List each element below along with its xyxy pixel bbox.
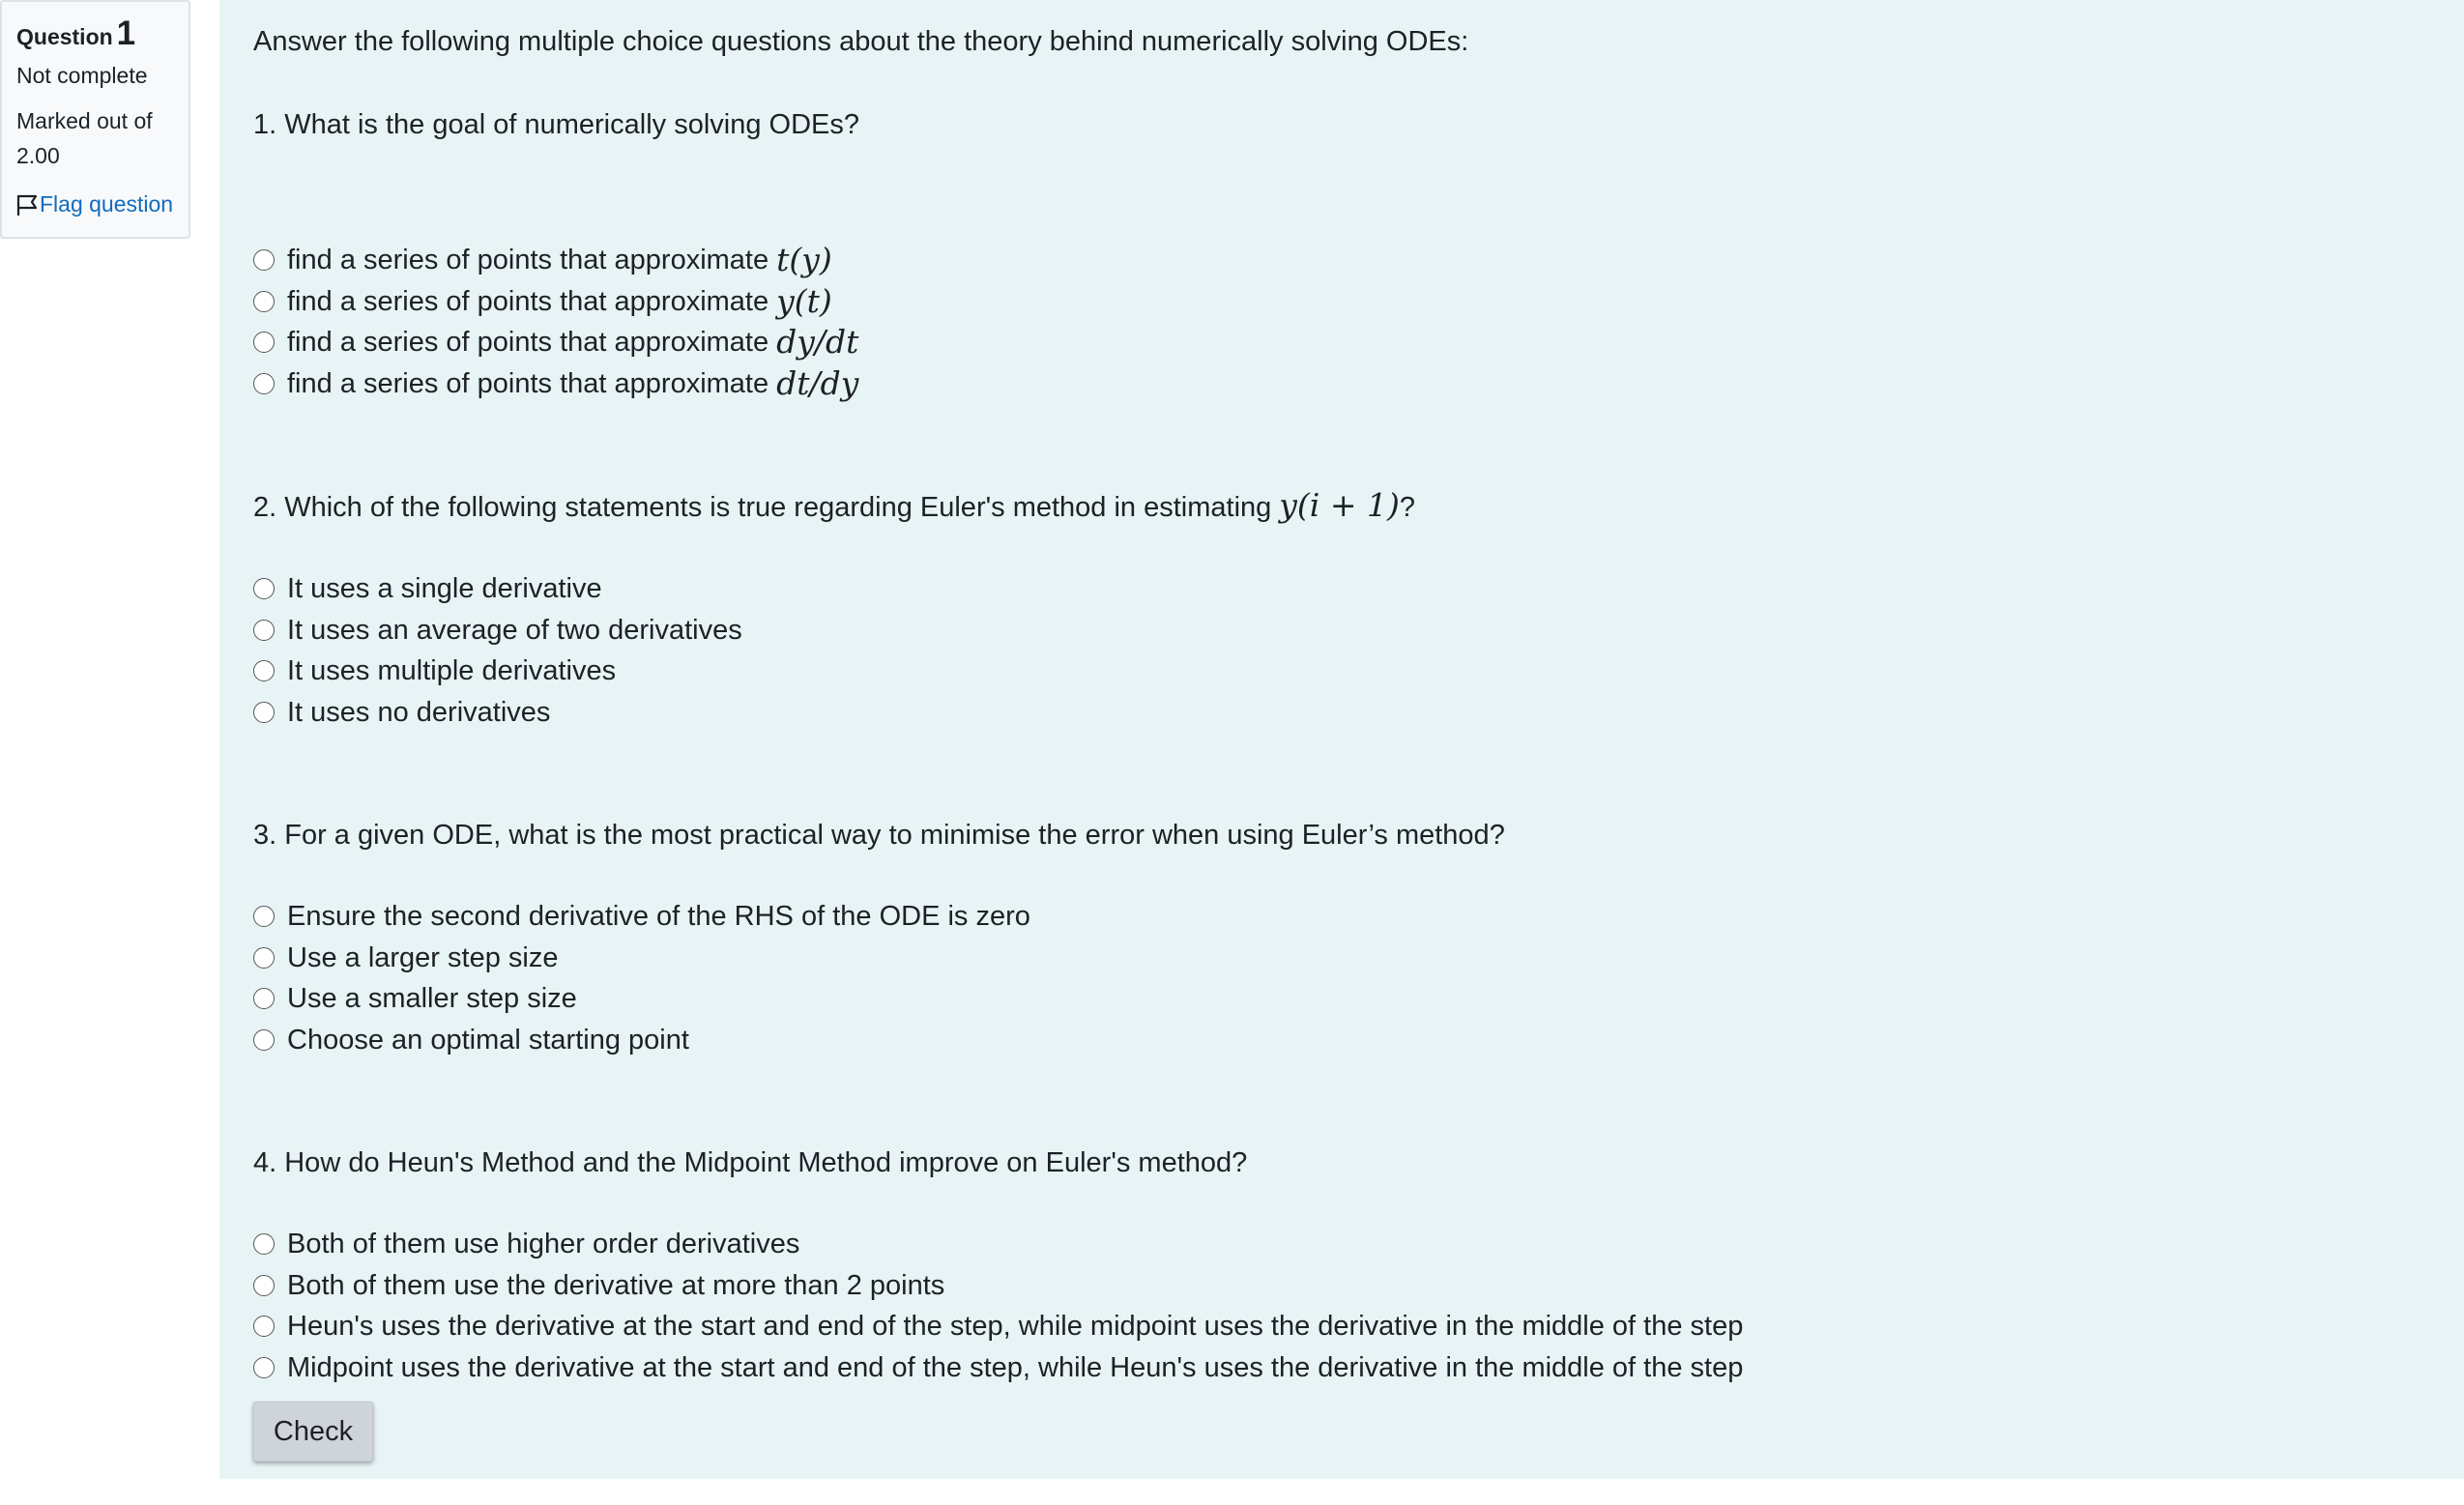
question-prompt-4: 4. How do Heun's Method and the Midpoint Method improve on Euler's method?: [253, 1147, 1248, 1178]
answer-option[interactable]: [253, 1306, 2430, 1347]
answer-text: find a series of points that approximate: [287, 245, 769, 276]
answer-text: find a series of points that approximate: [287, 327, 769, 359]
math-expression: dt/dy: [776, 363, 859, 402]
answer-option[interactable]: [253, 978, 2430, 1020]
flag-question-label: Flag question: [40, 191, 174, 217]
answer-option[interactable]: [253, 322, 2430, 363]
question-block-4: [253, 1143, 2430, 1388]
radio-button[interactable]: [253, 291, 275, 312]
radio-button[interactable]: [253, 906, 275, 927]
question-state: Not complete: [16, 63, 148, 88]
answer-text: Use a smaller step size: [287, 983, 577, 1015]
answer-option[interactable]: [253, 1265, 2430, 1307]
answer-text: It uses a single derivative: [287, 573, 602, 605]
answer-list-3: [253, 896, 2430, 1060]
answer-option[interactable]: [253, 1020, 2430, 1061]
answer-text: Both of them use higher order derivatives: [287, 1229, 800, 1260]
prompt-text: 2. Which of the following statements is true regarding Euler's method in estimating: [253, 492, 1272, 523]
radio-button[interactable]: [253, 1029, 275, 1051]
answer-option[interactable]: [253, 896, 2430, 938]
math-expression: y(t): [776, 281, 832, 320]
flag-icon: [16, 191, 38, 226]
answer-option[interactable]: [253, 938, 2430, 979]
radio-button[interactable]: [253, 1233, 275, 1255]
radio-button[interactable]: [253, 660, 275, 681]
answer-option[interactable]: [253, 281, 2430, 323]
question-number: 1: [116, 14, 136, 52]
question-prompt-3: 3. For a given ODE, what is the most practical way to minimise the error when using Euler’s method?: [253, 820, 1505, 851]
question-block-3: [253, 815, 2430, 1060]
prompt-suffix: ?: [1399, 492, 1415, 523]
answer-text: Heun's uses the derivative at the start and end of the step, while midpoint uses the derivative in the middle of the step: [287, 1311, 1744, 1343]
answer-option[interactable]: [253, 1224, 2430, 1265]
answer-option[interactable]: [253, 610, 2430, 651]
radio-button[interactable]: [253, 947, 275, 969]
question-grade: [16, 103, 175, 173]
answer-text: Choose an optimal starting point: [287, 1024, 689, 1056]
answer-text: It uses multiple derivatives: [287, 655, 617, 687]
radio-button[interactable]: [253, 620, 275, 641]
answer-list-1: [253, 240, 2430, 404]
answer-option[interactable]: [253, 363, 2430, 405]
math-expression: y(i + 1): [1279, 486, 1400, 524]
answer-text: find a series of points that approximate: [287, 367, 769, 399]
question-block-1: [253, 104, 2430, 404]
answer-text: It uses no derivatives: [287, 696, 551, 728]
radio-button[interactable]: [253, 988, 275, 1009]
answer-text: Midpoint uses the derivative at the start and end of the step, while Heun's uses the derivative in the middle of the step: [287, 1351, 1744, 1383]
answer-option[interactable]: [253, 651, 2430, 692]
answer-text: find a series of points that approximate: [287, 285, 769, 317]
answer-text: Use a larger step size: [287, 941, 559, 973]
question-content: [219, 0, 2464, 1479]
question-prompt-2: [253, 485, 2430, 528]
math-expression: dy/dt: [776, 323, 859, 362]
flag-question-link[interactable]: [16, 187, 175, 226]
question-label: Question: [16, 24, 113, 49]
question-heading: [16, 15, 175, 54]
radio-button[interactable]: [253, 1357, 275, 1378]
answer-option[interactable]: [253, 568, 2430, 610]
grade-value: 2.00: [16, 143, 60, 168]
radio-button[interactable]: [253, 578, 275, 599]
answer-option[interactable]: [253, 692, 2430, 734]
answer-option[interactable]: [253, 240, 2430, 281]
check-button[interactable]: Check: [253, 1402, 373, 1462]
radio-button[interactable]: [253, 702, 275, 723]
question-prompt-1: 1. What is the goal of numerically solving ODEs?: [253, 109, 859, 140]
math-expression: t(y): [776, 241, 832, 279]
radio-button[interactable]: [253, 1275, 275, 1296]
answer-list-2: [253, 568, 2430, 733]
answer-option[interactable]: [253, 1347, 2430, 1389]
radio-button[interactable]: [253, 332, 275, 353]
answer-text: Both of them use the derivative at more than 2 points: [287, 1269, 945, 1301]
question-block-2: [253, 485, 2430, 733]
answer-text: It uses an average of two derivatives: [287, 614, 742, 646]
question-intro: Answer the following multiple choice questions about the theory behind numerically solving ODEs:: [253, 26, 1469, 57]
question-info-panel: [0, 0, 190, 239]
grade-label: Marked out of: [16, 108, 153, 133]
answer-text: Ensure the second derivative of the RHS of the ODE is zero: [287, 901, 1030, 933]
radio-button[interactable]: [253, 249, 275, 271]
answer-list-4: [253, 1224, 2430, 1388]
radio-button[interactable]: [253, 373, 275, 394]
radio-button[interactable]: [253, 1316, 275, 1337]
